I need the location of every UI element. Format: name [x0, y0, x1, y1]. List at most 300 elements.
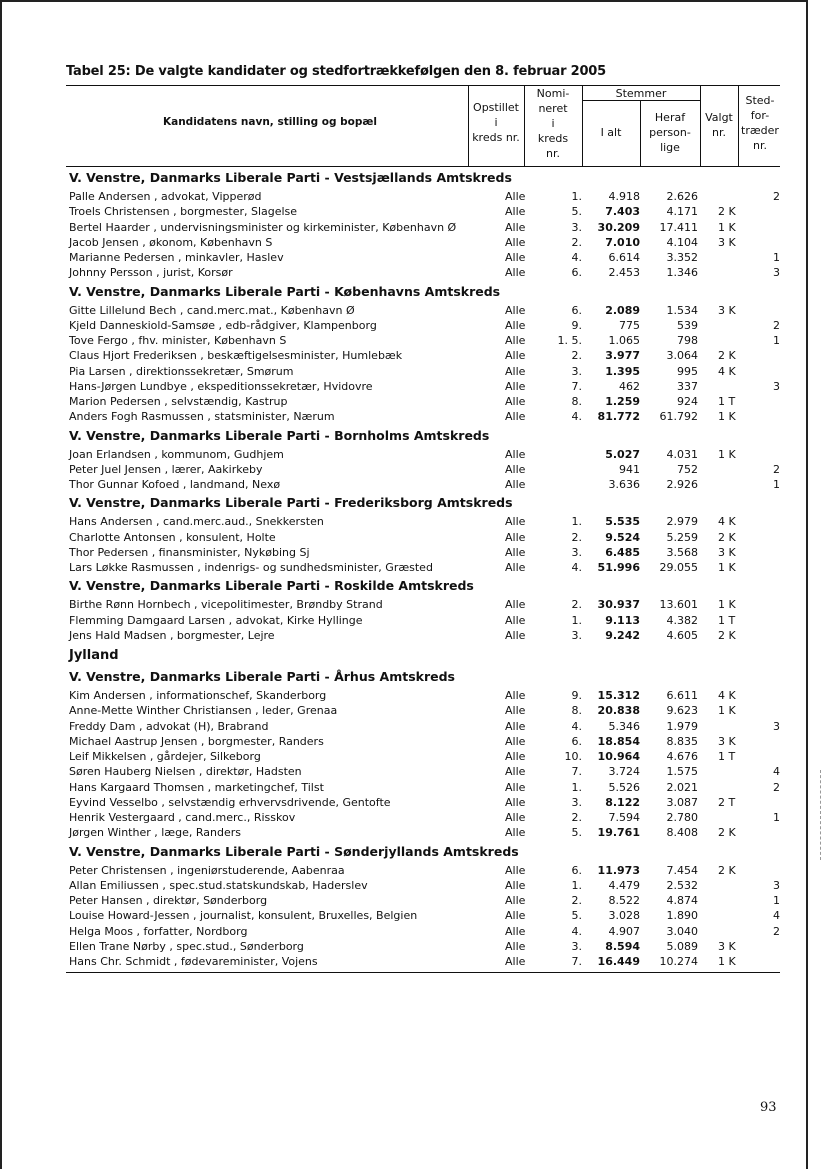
- opstillet-kreds: Alle: [505, 205, 526, 219]
- opstillet-kreds: Alle: [505, 395, 526, 408]
- opstillet-kreds: Alle: [505, 266, 526, 280]
- nomineret-nr: 9.: [571, 318, 582, 332]
- stedfortraeder-nr: 1: [773, 478, 780, 491]
- votes-total: 8.122: [605, 795, 640, 809]
- votes-personal: 4.104: [666, 235, 698, 249]
- opstillet-kreds: Alle: [505, 515, 526, 529]
- nomineret-nr: 2.: [571, 811, 582, 824]
- candidate-name: Jens Hald Madsen , borgmester, Lejre: [69, 628, 275, 642]
- votes-personal: 3.568: [666, 545, 698, 559]
- votes-personal: 3.087: [666, 795, 698, 809]
- valgt-nr: 3 K: [718, 939, 736, 953]
- opstillet-kreds: Alle: [505, 462, 526, 476]
- opstillet-kreds: Alle: [505, 334, 526, 347]
- votes-total: 3.977: [605, 349, 640, 363]
- votes-total: 2.089: [605, 303, 640, 317]
- stedfortraeder-nr: 4: [773, 765, 780, 779]
- table-row: [0, 530, 824, 545]
- table-row: [0, 749, 824, 764]
- table-row: [0, 893, 824, 908]
- stedfortraeder-nr: 2: [773, 190, 780, 203]
- valgt-nr: 1 T: [718, 750, 736, 763]
- nomineret-nr: 3.: [571, 545, 582, 559]
- candidate-name: Kim Andersen , informationschef, Skanderborg: [69, 689, 327, 702]
- nomineret-nr: 3.: [571, 220, 582, 234]
- table-row: [0, 220, 824, 235]
- votes-total: 18.854: [597, 734, 640, 748]
- opstillet-kreds: Alle: [505, 447, 526, 461]
- table-row: [0, 560, 824, 575]
- nomineret-nr: 1.: [571, 780, 582, 794]
- valgt-nr: 2 K: [718, 530, 736, 544]
- table-row: [0, 514, 824, 529]
- nomineret-nr: 4.: [571, 719, 582, 733]
- votes-personal: 5.259: [666, 530, 698, 544]
- stedfortraeder-nr: 3: [773, 719, 780, 733]
- valgt-nr: 1 K: [718, 447, 736, 461]
- votes-personal: 2.021: [666, 780, 698, 794]
- votes-total: 2.453: [608, 266, 640, 280]
- votes-personal: 4.874: [666, 894, 698, 907]
- votes-total: 5.346: [608, 719, 640, 733]
- opstillet-kreds: Alle: [505, 924, 526, 938]
- votes-total: 3.028: [608, 909, 640, 923]
- table-row: [0, 364, 824, 379]
- header-valgt: Valgt nr.: [705, 111, 733, 139]
- candidate-name: Thor Pedersen , finansminister, Nykøbing Sj: [69, 545, 310, 559]
- candidate-name: Henrik Vestergaard , cand.merc., Risskov: [69, 811, 296, 824]
- stedfortraeder-nr: 2: [773, 318, 780, 332]
- header-heraf: Heraf person- lige: [649, 111, 691, 154]
- votes-total: 30.209: [597, 220, 640, 234]
- table-row: [0, 954, 824, 969]
- table-row: [0, 780, 824, 795]
- candidate-name: Marianne Pedersen , minkavler, Haslev: [69, 251, 284, 264]
- stedfortraeder-nr: 1: [773, 251, 780, 264]
- opstillet-kreds: Alle: [505, 689, 526, 702]
- nomineret-nr: 6.: [571, 303, 582, 317]
- candidate-name: Peter Hansen , direktør, Sønderborg: [69, 894, 268, 907]
- nomineret-nr: 4.: [571, 410, 582, 424]
- votes-total: 1.395: [605, 364, 640, 378]
- opstillet-kreds: Alle: [505, 220, 526, 234]
- votes-personal: 10.274: [659, 955, 698, 968]
- votes-total: 9.242: [605, 628, 640, 642]
- opstillet-kreds: Alle: [505, 704, 526, 718]
- table-row: [0, 810, 824, 825]
- votes-personal: 2.926: [666, 478, 698, 491]
- votes-total: 4.479: [608, 878, 640, 892]
- votes-total: 6.614: [608, 251, 640, 264]
- stedfortraeder-nr: 2: [773, 462, 780, 476]
- valgt-nr: 1 K: [718, 955, 736, 968]
- nomineret-nr: 1.: [571, 515, 582, 529]
- votes-personal: 1.890: [666, 909, 698, 923]
- header-name: Kandidatens navn, stilling og bopæl: [162, 116, 377, 128]
- candidate-name: Tove Fergo , fhv. minister, København S: [69, 334, 287, 347]
- candidate-name: Kjeld Danneskiold-Samsøe , edb-rådgiver, Klampenborg: [69, 318, 377, 332]
- nomineret-nr: 7.: [571, 955, 582, 968]
- header-bottom-rule: [66, 166, 780, 167]
- votes-personal: 5.089: [666, 939, 698, 953]
- votes-personal: 4.171: [666, 205, 698, 219]
- table-row: [0, 908, 824, 923]
- votes-total: 7.594: [608, 811, 640, 824]
- votes-personal: 29.055: [659, 561, 698, 574]
- table-row: [0, 939, 824, 954]
- opstillet-kreds: Alle: [505, 598, 526, 612]
- table-row: [0, 462, 824, 477]
- opstillet-kreds: Alle: [505, 719, 526, 733]
- votes-total: 30.937: [597, 598, 640, 612]
- votes-total: 941: [619, 462, 640, 476]
- candidate-name: Hans Chr. Schmidt , fødevareminister, Vojens: [69, 955, 318, 968]
- nomineret-nr: 7.: [571, 765, 582, 779]
- valgt-nr: 1 T: [718, 613, 736, 627]
- opstillet-kreds: Alle: [505, 349, 526, 363]
- opstillet-kreds: Alle: [505, 561, 526, 574]
- nomineret-nr: 3.: [571, 628, 582, 642]
- valgt-nr: 1 K: [718, 410, 736, 424]
- table-row: [0, 447, 824, 462]
- votes-total: 5.526: [608, 780, 640, 794]
- table-row: [0, 477, 824, 492]
- candidate-name: Lars Løkke Rasmussen , indenrigs- og sundhedsminister, Græsted: [69, 561, 433, 574]
- candidate-name: Hans-Jørgen Lundbye , ekspeditionssekretær, Hvidovre: [69, 379, 373, 393]
- candidate-name: Jørgen Winther , læge, Randers: [69, 826, 241, 840]
- stedfortraeder-nr: 2: [773, 924, 780, 938]
- table-row: [0, 235, 824, 250]
- nomineret-nr: 3.: [571, 939, 582, 953]
- votes-personal: 798: [677, 334, 698, 347]
- candidate-name: Freddy Dam , advokat (H), Brabrand: [69, 719, 269, 733]
- stedfortraeder-nr: 3: [773, 266, 780, 280]
- candidate-name: Ellen Trane Nørby , spec.stud., Sønderborg: [69, 939, 304, 953]
- votes-total: 775: [619, 318, 640, 332]
- table-row: [0, 597, 824, 612]
- votes-total: 1.065: [608, 334, 640, 347]
- votes-total: 9.524: [605, 530, 640, 544]
- nomineret-nr: 8.: [571, 395, 582, 408]
- candidate-name: Anne-Mette Winther Christiansen , leder, Grenaa: [69, 704, 338, 718]
- header-stemmer: Stemmer: [615, 87, 667, 100]
- votes-total: 7.010: [605, 235, 640, 249]
- valgt-nr: 1 K: [718, 220, 736, 234]
- opstillet-kreds: Alle: [505, 939, 526, 953]
- votes-total: 1.259: [605, 395, 640, 408]
- opstillet-kreds: Alle: [505, 780, 526, 794]
- nomineret-nr: 5.: [571, 205, 582, 219]
- table-row: [0, 878, 824, 893]
- votes-personal: 3.040: [666, 924, 698, 938]
- nomineret-nr: 3.: [571, 364, 582, 378]
- votes-personal: 1.979: [666, 719, 698, 733]
- valgt-nr: 1 K: [718, 561, 736, 574]
- table-row: [0, 265, 824, 280]
- candidate-name: Hans Andersen , cand.merc.aud., Snekkersten: [69, 515, 324, 529]
- stedfortraeder-nr: 3: [773, 379, 780, 393]
- votes-personal: 1.534: [666, 303, 698, 317]
- candidate-name: Peter Christensen , ingeniørstuderende, Aabenraa: [69, 863, 345, 877]
- valgt-nr: 2 K: [718, 205, 736, 219]
- section-heading: V. Venstre, Danmarks Liberale Parti - Vestsjællands Amtskreds: [69, 170, 512, 185]
- votes-total: 15.312: [597, 689, 640, 702]
- opstillet-kreds: Alle: [505, 235, 526, 249]
- votes-personal: 995: [677, 364, 698, 378]
- valgt-nr: 4 K: [718, 515, 736, 529]
- table-row: [0, 734, 824, 749]
- nomineret-nr: 1.: [571, 613, 582, 627]
- stedfortraeder-nr: 1: [773, 334, 780, 347]
- candidate-name: Allan Emiliussen , spec.stud.statskundskab, Haderslev: [69, 878, 368, 892]
- nomineret-nr: 8.: [571, 704, 582, 718]
- opstillet-kreds: Alle: [505, 251, 526, 264]
- votes-personal: 752: [677, 462, 698, 476]
- opstillet-kreds: Alle: [505, 628, 526, 642]
- valgt-nr: 2 K: [718, 628, 736, 642]
- votes-personal: 4.605: [666, 628, 698, 642]
- votes-total: 5.535: [605, 515, 640, 529]
- candidate-name: Peter Juel Jensen , lærer, Aakirkeby: [69, 462, 263, 476]
- nomineret-nr: 2.: [571, 235, 582, 249]
- opstillet-kreds: Alle: [505, 190, 526, 203]
- votes-personal: 6.611: [666, 689, 698, 702]
- opstillet-kreds: Alle: [505, 811, 526, 824]
- nomineret-nr: 4.: [571, 924, 582, 938]
- candidate-name: Hans Kargaard Thomsen , marketingchef, Tilst: [69, 780, 324, 794]
- nomineret-nr: 6.: [571, 266, 582, 280]
- nomineret-nr: 2.: [571, 349, 582, 363]
- nomineret-nr: 2.: [571, 530, 582, 544]
- candidate-name: Bertel Haarder , undervisningsminister og kirkeminister, København Ø: [69, 220, 457, 234]
- candidate-name: Flemming Damgaard Larsen , advokat, Kirke Hyllinge: [69, 613, 363, 627]
- opstillet-kreds: Alle: [505, 826, 526, 840]
- table-row: [0, 628, 824, 643]
- nomineret-nr: 1.: [571, 190, 582, 203]
- header-ialt: I alt: [600, 126, 622, 139]
- valgt-nr: 2 K: [718, 863, 736, 877]
- table-row: [0, 764, 824, 779]
- opstillet-kreds: Alle: [505, 318, 526, 332]
- header-nomineret: Nomi- neret i kreds nr.: [536, 87, 570, 160]
- nomineret-nr: 1.: [571, 878, 582, 892]
- candidate-name: Marion Pedersen , selvstændig, Kastrup: [69, 395, 288, 408]
- table-row: [0, 204, 824, 219]
- candidate-name: Louise Howard-Jessen , journalist, konsulent, Bruxelles, Belgien: [69, 909, 418, 923]
- candidate-name: Troels Christensen , borgmester, Slagelse: [69, 205, 298, 219]
- opstillet-kreds: Alle: [505, 765, 526, 779]
- opstillet-kreds: Alle: [505, 530, 526, 544]
- valgt-nr: 2 K: [718, 349, 736, 363]
- opstillet-kreds: Alle: [505, 750, 526, 763]
- votes-total: 9.113: [605, 613, 640, 627]
- votes-personal: 7.454: [666, 863, 698, 877]
- candidate-name: Thor Gunnar Kofoed , landmand, Nexø: [69, 478, 281, 491]
- nomineret-nr: 7.: [571, 379, 582, 393]
- votes-personal: 3.352: [666, 251, 698, 264]
- candidate-name: Pia Larsen , direktionssekretær, Smørum: [69, 364, 294, 378]
- opstillet-kreds: Alle: [505, 478, 526, 491]
- candidate-name: Helga Moos , forfatter, Nordborg: [69, 924, 248, 938]
- table-row: [0, 795, 824, 810]
- candidate-name: Birthe Rønn Hornbech , vicepolitimester, Brøndby Strand: [69, 598, 383, 612]
- table-row: [0, 545, 824, 560]
- stedfortraeder-nr: 1: [773, 894, 780, 907]
- table-row: [0, 333, 824, 348]
- valgt-nr: 1 K: [718, 704, 736, 718]
- votes-total: 19.761: [597, 826, 640, 840]
- table-row: [0, 613, 824, 628]
- section-heading: V. Venstre, Danmarks Liberale Parti - Bornholms Amtskreds: [69, 427, 490, 443]
- votes-total: 6.485: [605, 545, 640, 559]
- valgt-nr: 1 K: [718, 598, 736, 612]
- page-edge-top: [0, 0, 806, 2]
- votes-total: 20.838: [597, 704, 640, 718]
- valgt-nr: 4 K: [718, 364, 736, 378]
- table-row: [0, 825, 824, 840]
- candidate-name: Jacob Jensen , økonom, København S: [69, 235, 273, 249]
- table-row: [0, 379, 824, 394]
- nomineret-nr: 2.: [571, 894, 582, 907]
- nomineret-nr: 6.: [571, 863, 582, 877]
- valgt-nr: 3 K: [718, 235, 736, 249]
- opstillet-kreds: Alle: [505, 955, 526, 968]
- votes-personal: 8.835: [666, 734, 698, 748]
- candidate-name: Claus Hjort Frederiksen , beskæftigelsesminister, Humlebæk: [69, 349, 403, 363]
- candidate-name: Anders Fogh Rasmussen , statsminister, Nærum: [69, 410, 335, 424]
- header-stedfortraeder: Sted- for- træder nr.: [741, 94, 779, 152]
- nomineret-nr: 9.: [571, 689, 582, 702]
- valgt-nr: 3 K: [718, 545, 736, 559]
- votes-total: 4.918: [608, 190, 640, 203]
- nomineret-nr: 6.: [571, 734, 582, 748]
- candidate-name: Johnny Persson , jurist, Korsør: [69, 266, 233, 280]
- valgt-nr: 3 K: [718, 734, 736, 748]
- votes-personal: 9.623: [666, 704, 698, 718]
- table-row: [0, 409, 824, 424]
- votes-personal: 337: [677, 379, 698, 393]
- opstillet-kreds: Alle: [505, 909, 526, 923]
- opstillet-kreds: Alle: [505, 734, 526, 748]
- votes-personal: 2.780: [666, 811, 698, 824]
- page-number: 93: [760, 1100, 777, 1115]
- nomineret-nr: 3.: [571, 795, 582, 809]
- votes-total: 8.522: [608, 894, 640, 907]
- stedfortraeder-nr: 1: [773, 811, 780, 824]
- votes-personal: 2.626: [666, 190, 698, 203]
- votes-total: 4.907: [608, 924, 640, 938]
- candidate-name: Søren Hauberg Nielsen , direktør, Hadsten: [69, 765, 302, 779]
- table-row: [0, 924, 824, 939]
- section-heading: V. Venstre, Danmarks Liberale Parti - Frederiksborg Amtskreds: [69, 495, 513, 511]
- section-heading: V. Venstre, Danmarks Liberale Parti - Roskilde Amtskreds: [69, 578, 474, 594]
- table-row: [0, 250, 824, 265]
- table-row: [0, 688, 824, 703]
- votes-total: 8.594: [605, 939, 640, 953]
- votes-total: 7.403: [605, 205, 640, 219]
- votes-personal: 4.676: [666, 750, 698, 763]
- votes-personal: 924: [677, 395, 698, 408]
- votes-total: 81.772: [597, 410, 640, 424]
- votes-total: 3.636: [608, 478, 640, 491]
- opstillet-kreds: Alle: [505, 878, 526, 892]
- page-edge-right: [806, 0, 822, 1169]
- opstillet-kreds: Alle: [505, 410, 526, 424]
- section-heading: V. Venstre, Danmarks Liberale Parti - Københavns Amtskreds: [69, 283, 501, 299]
- table-bottom-rule: [66, 972, 780, 973]
- candidate-name: Joan Erlandsen , kommunom, Gudhjem: [69, 447, 284, 461]
- votes-total: 16.449: [597, 955, 640, 968]
- opstillet-kreds: Alle: [505, 303, 526, 317]
- nomineret-nr: 4.: [571, 251, 582, 264]
- table-row: [0, 189, 824, 204]
- region-heading: Jylland: [69, 648, 119, 663]
- nomineret-nr: 4.: [571, 561, 582, 574]
- table-row: [0, 863, 824, 878]
- votes-personal: 539: [677, 318, 698, 332]
- opstillet-kreds: Alle: [505, 613, 526, 627]
- table-row: [0, 394, 824, 409]
- valgt-nr: 2 K: [718, 826, 736, 840]
- votes-personal: 3.064: [666, 349, 698, 363]
- nomineret-nr: 5.: [571, 826, 582, 840]
- stedfortraeder-nr: 4: [773, 909, 780, 923]
- section-heading: V. Venstre, Danmarks Liberale Parti - Sønderjyllands Amtskreds: [69, 843, 519, 859]
- valgt-nr: 1 T: [718, 395, 736, 408]
- votes-personal: 61.792: [659, 410, 698, 424]
- opstillet-kreds: Alle: [505, 894, 526, 907]
- candidate-name: Eyvind Vesselbo , selvstændig erhvervsdrivende, Gentofte: [69, 795, 391, 809]
- header-opstillet: Opstillet i kreds nr.: [472, 101, 520, 144]
- votes-total: 462: [619, 379, 640, 393]
- candidate-name: Palle Andersen , advokat, Vipperød: [69, 190, 262, 203]
- nomineret-nr: 2.: [571, 598, 582, 612]
- candidate-name: Michael Aastrup Jensen , borgmester, Randers: [69, 734, 324, 748]
- votes-personal: 8.408: [666, 826, 698, 840]
- votes-personal: 2.532: [666, 878, 698, 892]
- stedfortraeder-nr: 3: [773, 878, 780, 892]
- votes-total: 11.973: [597, 863, 640, 877]
- candidate-name: Gitte Lillelund Bech , cand.merc.mat., København Ø: [69, 303, 355, 317]
- votes-personal: 13.601: [659, 598, 698, 612]
- candidate-name: Leif Mikkelsen , gårdejer, Silkeborg: [69, 750, 261, 763]
- candidate-name: Charlotte Antonsen , konsulent, Holte: [69, 530, 276, 544]
- table-row: [0, 318, 824, 333]
- votes-total: 51.996: [597, 561, 640, 574]
- stedfortraeder-nr: 2: [773, 780, 780, 794]
- votes-total: 5.027: [605, 447, 640, 461]
- votes-personal: 2.979: [666, 515, 698, 529]
- valgt-nr: 2 T: [718, 795, 736, 809]
- votes-personal: 1.575: [666, 765, 698, 779]
- votes-personal: 17.411: [659, 220, 698, 234]
- opstillet-kreds: Alle: [505, 545, 526, 559]
- votes-total: 3.724: [608, 765, 640, 779]
- table-row: [0, 703, 824, 718]
- page-edge-left: [0, 0, 2, 1169]
- votes-personal: 4.382: [666, 613, 698, 627]
- opstillet-kreds: Alle: [505, 863, 526, 877]
- votes-total: 10.964: [597, 750, 640, 763]
- votes-personal: 1.346: [666, 266, 698, 280]
- valgt-nr: 4 K: [718, 689, 736, 702]
- opstillet-kreds: Alle: [505, 364, 526, 378]
- valgt-nr: 3 K: [718, 303, 736, 317]
- table-row: [0, 348, 824, 363]
- nomineret-nr: 1. 5.: [557, 334, 582, 347]
- nomineret-nr: 5.: [571, 909, 582, 923]
- section-heading: V. Venstre, Danmarks Liberale Parti - Århus Amtskreds: [69, 669, 455, 684]
